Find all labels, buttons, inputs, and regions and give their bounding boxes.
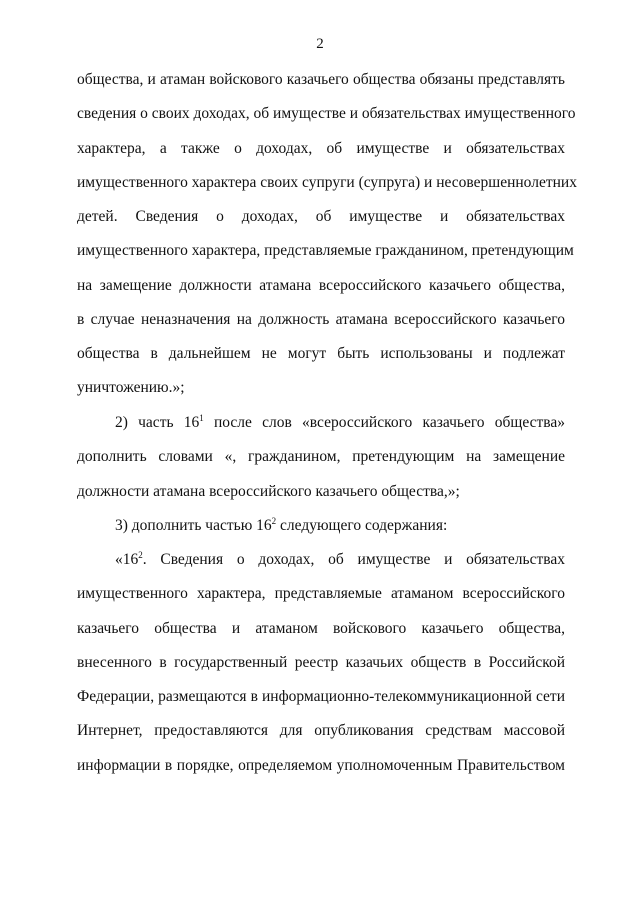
text-line: общества, и атаман войскового казачьего общества обязаны представлять xyxy=(77,71,565,88)
text-line: имущественного характера, представляемые гражданином, претендующим xyxy=(77,242,574,260)
page-number: 2 xyxy=(316,36,324,52)
text-line: детей. Сведения о доходах, об имуществе и обязательствах xyxy=(77,208,565,225)
text-line: уничтожению.»; xyxy=(77,379,185,397)
text-line: внесенного в государственный реестр казачьих обществ в Российской xyxy=(77,653,565,671)
superscript: 2 xyxy=(138,549,143,560)
text-line: имущественного характера, представляемые атаманом всероссийского xyxy=(77,585,565,603)
item-3-text-b: следующего содержания: xyxy=(276,517,448,534)
paragraph-item-3 xyxy=(77,516,565,550)
text-line xyxy=(77,516,565,550)
item-3-text-a: 3) дополнить частью 16 xyxy=(115,517,272,534)
text-line: общества в дальнейшем не могут быть использованы и подлежат xyxy=(77,345,565,362)
text-line: на замещение должности атамана всероссийского казачьего общества, xyxy=(77,276,565,294)
text-line: имущественного характера своих супруги (супруга) и несовершеннолетних xyxy=(77,173,577,191)
superscript: 2 xyxy=(271,515,277,526)
text-line: сведения о своих доходах, об имуществе и обязательствах имущественного xyxy=(77,105,576,123)
text-line: характера, а также о доходах, об имуществе и обязательствах xyxy=(77,139,565,157)
item-2-text-a: 2) часть 16 xyxy=(115,414,200,431)
paragraph-item-2 xyxy=(77,413,565,516)
text-line: в случае неназначения на должность атамана всероссийского казачьего xyxy=(77,310,565,328)
text-line: Федерации, размещаются в информационно-телекоммуникационной сети xyxy=(77,688,565,705)
text-line: должности атамана всероссийского казачьего общества,»; xyxy=(77,482,460,500)
quote-text-a: «16 xyxy=(115,551,139,568)
item-2-text-b: после слов «всероссийского казачьего общества» xyxy=(203,414,566,431)
quote-text-b: . Сведения о доходах, об имуществе и обязательствах xyxy=(142,551,565,568)
paragraph-continuation xyxy=(77,70,577,413)
text-line xyxy=(77,550,565,584)
text-line: информации в порядке, определяемом уполномоченным Правительством xyxy=(77,756,565,774)
text-line: дополнить словами «, гражданином, претендующим на замещение xyxy=(77,448,565,466)
text-line: Интернет, предоставляются для опубликования средствам массовой xyxy=(77,722,565,740)
superscript: 1 xyxy=(199,412,204,423)
text-line: казачьего общества и атаманом войскового казачьего общества, xyxy=(77,619,565,637)
text-line xyxy=(77,413,565,447)
paragraph-quoted-part xyxy=(77,550,565,790)
